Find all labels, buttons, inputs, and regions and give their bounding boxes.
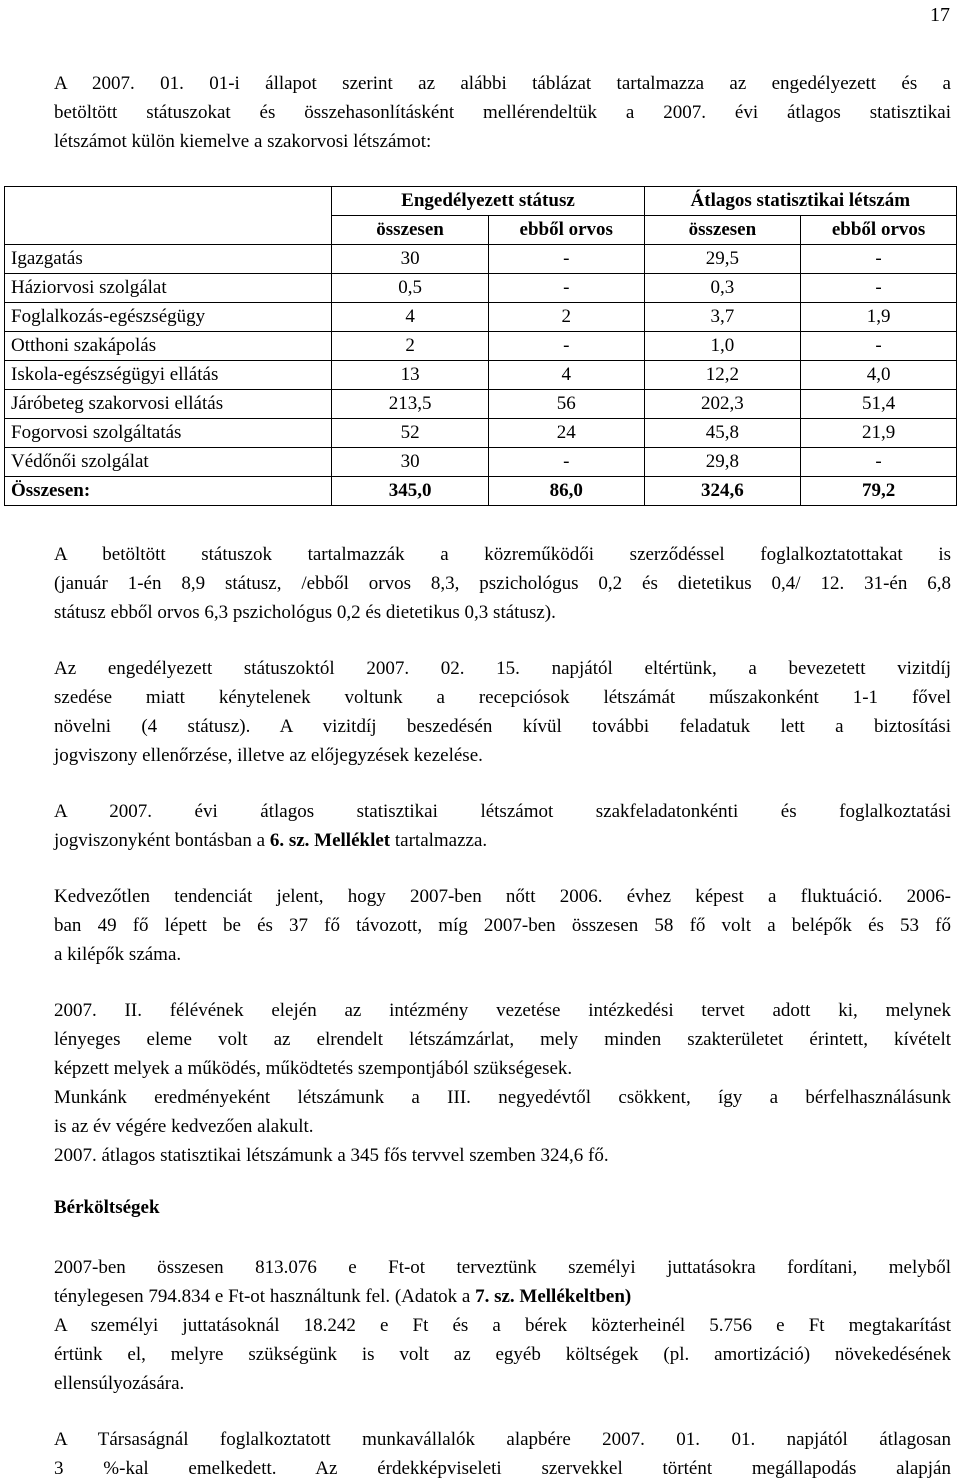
cell-value: 3,7: [644, 303, 801, 332]
row-label: Otthoni szakápolás: [5, 332, 332, 361]
annex-paragraph: [54, 797, 951, 855]
row-label: Háziorvosi szolgálat: [5, 274, 332, 303]
total-value: 345,0: [332, 477, 489, 506]
cell-value: 30: [332, 245, 489, 274]
paragraph-line: lényeges eleme volt az elrendelt létszámzárlat, mely minden szakterületet érintett, kívételt: [54, 1029, 951, 1050]
intro-line: A 2007. 01. 01-i állapot szerint az alábbi táblázat tartalmazza az engedélyezett és a: [54, 73, 951, 94]
table-corner-cell: [5, 187, 332, 245]
measures-paragraph: [54, 996, 951, 1170]
subheader-doctors: ebből orvos: [488, 216, 644, 245]
table-row: [5, 245, 957, 274]
contract-staff-paragraph: [54, 540, 951, 627]
paragraph-line: A Társaságnál foglalkoztatott munkavállalók alapbére 2007. 01. 01. napjától átlagosan: [54, 1429, 951, 1450]
intro-line: létszámot külön kiemelve a szakorvosi létszámot:: [54, 131, 432, 152]
cell-value: 4,0: [801, 361, 957, 390]
cell-value: 30: [332, 448, 489, 477]
table-header-row: [5, 187, 957, 216]
paragraph-line: értünk el, melyre szükségünk is volt az egyéb költségek (pl. amortizáció) növekedésének: [54, 1344, 951, 1365]
deviation-paragraph: [54, 654, 951, 770]
intro-line: betöltött státuszokat és összehasonlításként mellérendeltük a 2007. évi átlagos statisztikai: [54, 102, 951, 123]
cell-value: 213,5: [332, 390, 489, 419]
cell-value: -: [801, 245, 957, 274]
paragraph-line: [54, 826, 951, 855]
cell-value: -: [801, 448, 957, 477]
cell-value: -: [488, 332, 644, 361]
cell-value: 1,0: [644, 332, 801, 361]
table-row: [5, 332, 957, 361]
wages-paragraph: [54, 1253, 951, 1398]
subheader-doctors: ebből orvos: [801, 216, 957, 245]
total-value: 86,0: [488, 477, 644, 506]
paragraph-line: A 2007. évi átlagos statisztikai létszámot szakfeladatonkénti és foglalkoztatási: [54, 801, 951, 822]
cell-value: -: [801, 274, 957, 303]
row-label: Fogorvosi szolgáltatás: [5, 419, 332, 448]
cell-value: 0,3: [644, 274, 801, 303]
cell-value: 29,8: [644, 448, 801, 477]
paragraph-line: státusz ebből orvos 6,3 pszichológus 0,2 és dietetikus 0,3 státusz).: [54, 602, 556, 623]
paragraph-line: Munkánk eredményeként létszámunk a III. negyedévtől csökkent, így a bérfelhasználásunk: [54, 1087, 951, 1108]
cell-value: 13: [332, 361, 489, 390]
page-number: 17: [930, 4, 950, 26]
table-total-row: [5, 477, 957, 506]
table-row: [5, 390, 957, 419]
paragraph-line: képzett melyek a működés, működtetés szempontjából szükségesek.: [54, 1058, 573, 1079]
salary-increase-paragraph: [54, 1425, 951, 1483]
paragraph-line: 2007. átlagos statisztikai létszámunk a 345 fős tervvel szemben 324,6 fő.: [54, 1145, 609, 1166]
cell-value: 202,3: [644, 390, 801, 419]
paragraph-line: A személyi juttatásoknál 18.242 e Ft és a bérek közterheinél 5.756 e Ft megtakarítást: [54, 1315, 951, 1336]
cell-value: 0,5: [332, 274, 489, 303]
paragraph-line: A betöltött státuszok tartalmazzák a közreműködői szerződéssel foglalkoztatottakat is: [54, 544, 951, 565]
paragraph-line: Kedvezőtlen tendenciát jelent, hogy 2007-ben nőtt 2006. évhez képest a fluktuáció. 2006-: [54, 886, 951, 907]
row-label: Védőnői szolgálat: [5, 448, 332, 477]
subheader-total: összesen: [644, 216, 801, 245]
cell-value: 45,8: [644, 419, 801, 448]
row-label: Igazgatás: [5, 245, 332, 274]
cell-value: 52: [332, 419, 489, 448]
header-authorized-status: Engedélyezett státusz: [332, 187, 644, 216]
cell-value: 12,2: [644, 361, 801, 390]
paragraph-line: is az év végére kedvezően alakult.: [54, 1116, 314, 1137]
table-row: [5, 274, 957, 303]
total-value: 324,6: [644, 477, 801, 506]
staff-table: [4, 186, 957, 506]
subheader-total: összesen: [332, 216, 489, 245]
total-label: Összesen:: [5, 477, 332, 506]
annex-reference: 6. sz. Melléklet: [269, 830, 391, 851]
cell-value: 2: [332, 332, 489, 361]
header-average-headcount: Átlagos statisztikai létszám: [644, 187, 956, 216]
wages-heading: Bérköltségek: [54, 1197, 160, 1218]
paragraph-line: szedése miatt kénytelenek voltunk a recepciósok létszámát műszakonként 1-1 fővel: [54, 687, 951, 708]
row-label: Iskola-egészségügyi ellátás: [5, 361, 332, 390]
paragraph-line: ban 49 fő lépett be és 37 fő távozott, míg 2007-ben összesen 58 fő volt a belépők és 53 fő: [54, 915, 951, 936]
cell-value: 4: [332, 303, 489, 332]
cell-value: -: [488, 274, 644, 303]
cell-value: -: [801, 332, 957, 361]
total-value: 79,2: [801, 477, 957, 506]
paragraph-line: 2007. II. félévének elején az intézmény vezetése intézkedési tervet adott ki, melynek: [54, 1000, 951, 1021]
table-row: [5, 419, 957, 448]
cell-value: 1,9: [801, 303, 957, 332]
paragraph-line: (január 1-én 8,9 státusz, /ebből orvos 8,3, pszichológus 0,2 és dietetikus 0,4/ 12. 31-én 6,8: [54, 573, 951, 594]
cell-value: 51,4: [801, 390, 957, 419]
table-row: [5, 303, 957, 332]
cell-value: 4: [488, 361, 644, 390]
cell-value: -: [488, 245, 644, 274]
wages-annex-reference: 7. sz. Mellékeltben): [475, 1286, 632, 1307]
paragraph-line: a kilépők száma.: [54, 944, 182, 965]
row-label: Foglalkozás-egészségügy: [5, 303, 332, 332]
annex-text-pre: jogviszonyként bontásban a: [54, 830, 270, 851]
fluctuation-paragraph: [54, 882, 951, 969]
annex-text-post: tartalmazza.: [390, 830, 488, 851]
cell-value: 56: [488, 390, 644, 419]
table-row: [5, 361, 957, 390]
cell-value: 21,9: [801, 419, 957, 448]
paragraph-line: növelni (4 státusz). A vizitdíj beszedésén kívül további feladatuk lett a biztosítási: [54, 716, 951, 737]
cell-value: 2: [488, 303, 644, 332]
cell-value: 24: [488, 419, 644, 448]
paragraph-line: ellensúlyozására.: [54, 1373, 185, 1394]
paragraph-line: [54, 1282, 951, 1311]
paragraph-line: 3 %-kal emelkedett. Az érdekképviseleti szervekkel történt megállapodás alapján: [54, 1458, 951, 1479]
row-label: Járóbeteg szakorvosi ellátás: [5, 390, 332, 419]
cell-value: -: [488, 448, 644, 477]
wages-text-pre: ténylegesen 794.834 e Ft-ot használtunk fel. (Adatok a: [54, 1286, 476, 1307]
table-row: [5, 448, 957, 477]
paragraph-line: jogviszony ellenőrzése, illetve az előjegyzések kezelése.: [54, 745, 483, 766]
cell-value: 29,5: [644, 245, 801, 274]
paragraph-line: 2007-ben összesen 813.076 e Ft-ot terveztünk személyi juttatásokra fordítani, melyből: [54, 1257, 951, 1278]
intro-paragraph: [54, 69, 951, 156]
paragraph-line: Az engedélyezett státuszoktól 2007. 02. 15. napjától eltértünk, a bevezetett vizitdíj: [54, 658, 951, 679]
